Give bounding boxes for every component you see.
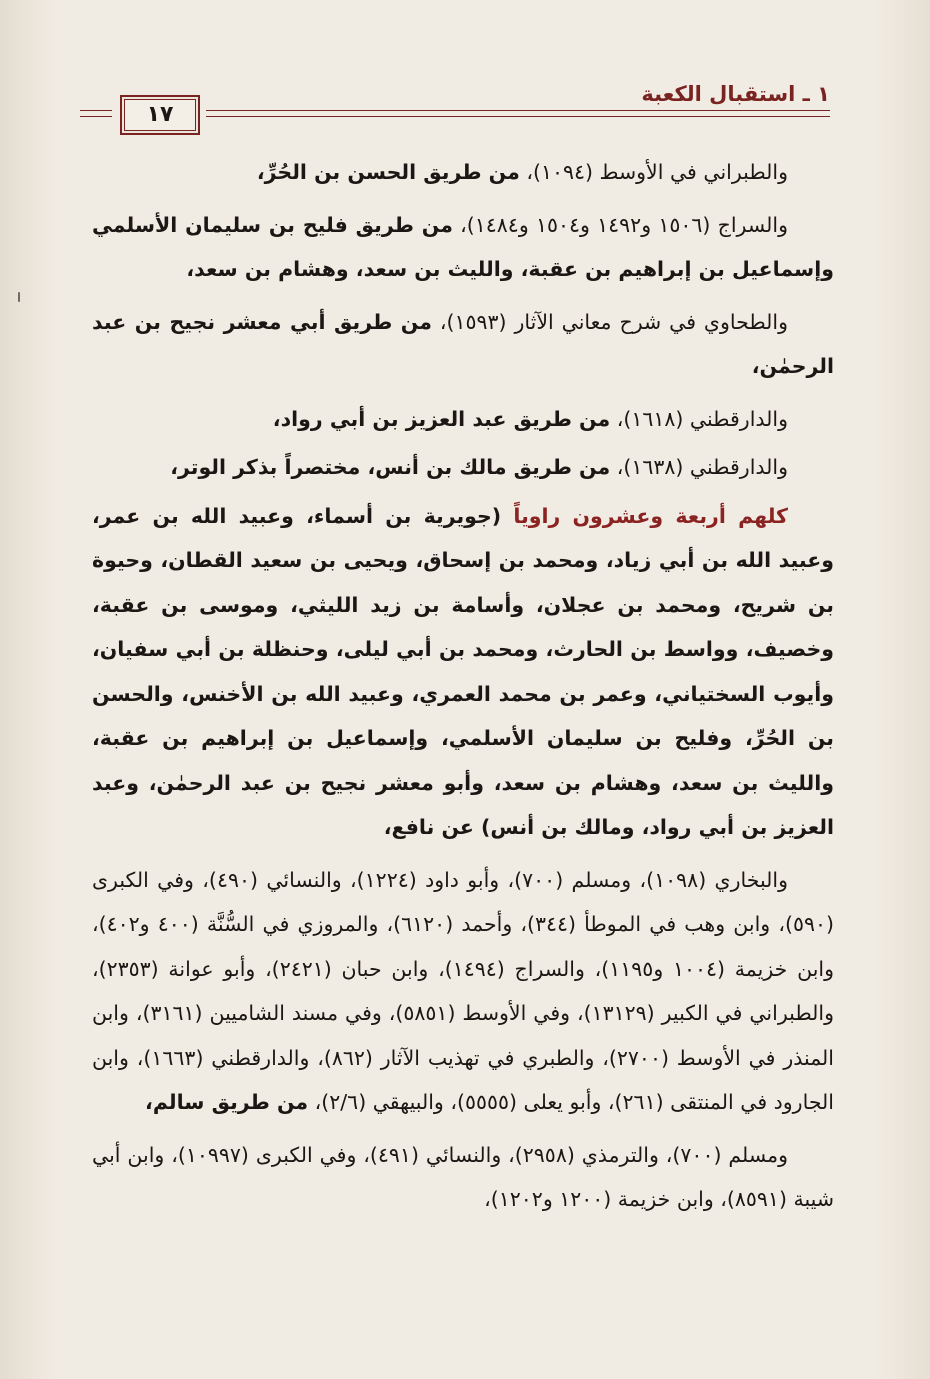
paragraph [92,300,834,389]
highlight-text: كلهم أربعة وعشرون راوياً [501,503,788,528]
citation-text: والطحاوي في شرح معاني الآثار (١٥٩٣)، [431,309,788,334]
chapter-title: ١ ـ استقبال الكعبة [641,82,830,106]
citation-text: والطبراني في الأوسط (١٠٩٤)، [519,160,788,184]
citation-text: والدارقطني (١٦٣٨)، [610,455,788,479]
citation-text: ومسلم (٧٠٠)، والترمذي (٢٩٥٨)، والنسائي (٤٩١)، وفي الكبرى (١٠٩٩٧)، وابن أبي شيبة (٨٥٩١)، وابن خزيمة (١٢٠٠ و١٢٠٢)، [92,1142,834,1211]
page-number: ١٧ [120,95,200,135]
chain-text: من طريق عبد العزيز بن أبي رواد، [272,406,611,431]
paragraph [92,150,834,195]
paragraph [92,858,834,1125]
paragraph [92,445,834,490]
chain-text: من طريق أبي معشر نجيح بن عبد الرحمٰن، [92,309,834,378]
header-rule-left-top [80,110,112,111]
paragraph [92,397,834,442]
header-rule-right-top [206,110,830,111]
paragraph [92,203,834,292]
header-rule-right-bottom [206,116,830,117]
chain-text: (جويرية بن أسماء، وعبيد الله بن عمر، وعبيد الله بن أبي زياد، ومحمد بن إسحاق، ويحيى بن سعيد القطان، وحيوة بن شريح، ومحمد بن عجلان، وأسامة بن زيد الليثي، وموسى بن عقبة، وخصيف، وواسط بن الحارث، ومحمد بن أبي ليلى، وحنظلة بن أبي سفيان، وأيوب السختياني، وعمر بن محمد العمري، وعبيد الله بن الأخنس، والحسن بن الحُرِّ، وفليح بن سليمان الأسلمي، وإسماعيل بن إبراهيم بن عقبة، والليث بن سعد، وهشام بن سعد، وأبو معشر نجيح بن عبد الرحمٰن، وعبد العزيز بن أبي رواد، ومالك بن أنس) عن نافع، [92,503,834,839]
paragraph [92,1133,834,1222]
body-text [92,150,834,1230]
citation-text: والبخاري (١٠٩٨)، ومسلم (٧٠٠)، وأبو داود (١٢٢٤)، والنسائي (٤٩٠)، وفي الكبرى (٥٩٠)، وابن وهب في الموطأ (٣٤٤)، وأحمد (٦١٢٠)، والمروزي في السُّنَّة (٤٠٠ و٤٠٢)، وابن خزيمة (١٠٠٤ و١١٩٥)، والسراج (١٤٩٤)، وابن حبان (٢٤٢١)، وأبو عوانة (٢٣٥٣)، والطبراني في الكبير (١٣١٢٩)، وفي الأوسط (٥٨٥١)، وفي مسند الشاميين (٣١٦١)، وابن المنذر في الأوسط (٢٧٠٠)، والطبري في تهذيب الآثار (٨٦٢)، والدارقطني (١٦٦٣)، وابن الجارود في المنتقى (٢٦١)، وأبو يعلى (٥٥٥٥)، والبيهقي (٢/٦)، [92,867,835,1114]
header-rule-left-bottom [80,116,112,117]
citation-text: والدارقطني (١٦١٨)، [610,406,788,431]
chain-text: من طريق سالم، [145,1090,309,1114]
chain-text: من طريق الحسن بن الحُرِّ، [256,160,520,184]
chain-text: من طريق مالك بن أنس، مختصراً بذكر الوتر، [170,455,611,479]
paragraph [92,494,834,850]
chain-text: من طريق فليح بن سليمان الأسلمي وإسماعيل بن إبراهيم بن عقبة، والليث بن سعد، وهشام بن سعد، [92,212,834,281]
page-header [80,80,830,140]
margin-mark [18,292,20,302]
citation-text: والسراج (١٥٠٦ و١٤٩٢ و١٥٠٤ و١٤٨٤)، [452,212,788,237]
